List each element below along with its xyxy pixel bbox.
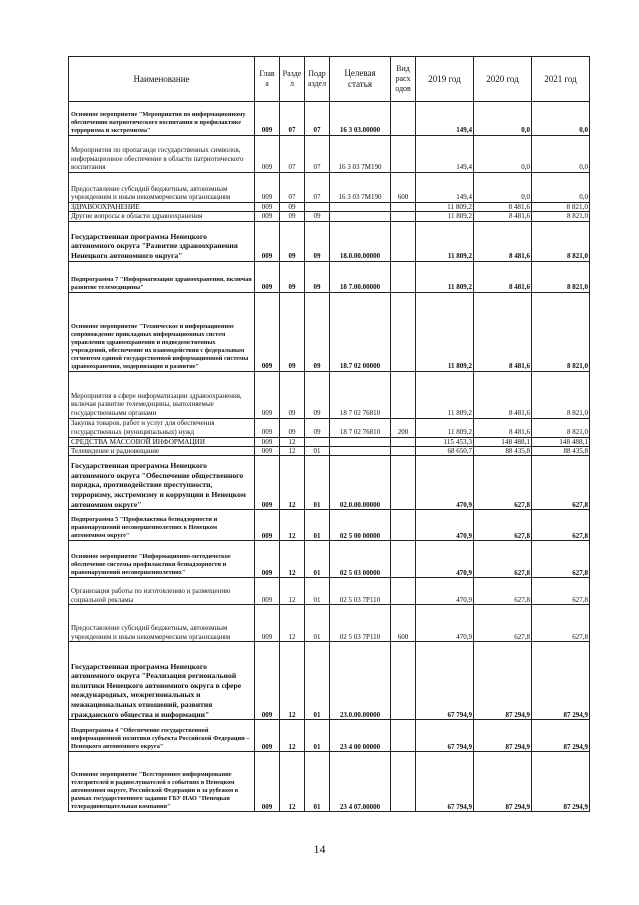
cell-name: Закупка товаров, работ и услуг для обеспечения государственных (муниципальных) нужд	[69, 418, 255, 437]
header-glava: Глав а	[255, 57, 280, 102]
cell-2020: 627,8	[474, 456, 532, 510]
cell-2019: 11 809,2	[416, 371, 474, 418]
cell-razdel: 09	[280, 261, 305, 292]
cell-target: 02 5 03 7Р110	[330, 605, 391, 642]
cell-name: Подпрограмма 7 "Информатизация здравоохранения, включая развитие телемедицины"	[69, 261, 255, 292]
table-header-row	[69, 57, 590, 102]
cell-vid	[391, 642, 416, 720]
cell-razdel: 07	[280, 136, 305, 173]
table-row	[69, 261, 590, 292]
cell-razdel: 07	[280, 102, 305, 136]
cell-vid	[391, 292, 416, 371]
cell-podrazdel: 01	[305, 605, 330, 642]
cell-razdel: 12	[280, 446, 305, 456]
cell-vid	[391, 578, 416, 605]
table-body	[69, 102, 590, 812]
cell-2020: 627,8	[474, 510, 532, 541]
cell-2020: 0,0	[474, 102, 532, 136]
header-vid: Вид расх одов	[391, 57, 416, 102]
table-row	[69, 456, 590, 510]
cell-target	[330, 203, 391, 212]
cell-2019: 11 809,2	[416, 292, 474, 371]
cell-target: 18 7 02 76810	[330, 371, 391, 418]
cell-target: 18 7.00.00000	[330, 261, 391, 292]
table-row	[69, 752, 590, 812]
cell-2020: 8 481,6	[474, 261, 532, 292]
cell-name: ЗДРАВООХРАНЕНИЕ	[69, 203, 255, 212]
cell-target	[330, 212, 391, 222]
cell-razdel: 12	[280, 605, 305, 642]
cell-razdel: 09	[280, 292, 305, 371]
table-row	[69, 541, 590, 578]
cell-2021: 8 821,0	[532, 203, 590, 212]
table-row	[69, 642, 590, 720]
cell-podrazdel: 01	[305, 446, 330, 456]
cell-2020: 148 488,1	[474, 437, 532, 446]
cell-podrazdel: 01	[305, 752, 330, 812]
cell-vid	[391, 102, 416, 136]
cell-glava: 009	[255, 510, 280, 541]
cell-2019: 11 809,2	[416, 418, 474, 437]
cell-2021: 627,8	[532, 541, 590, 578]
cell-target: 18.7 02 00000	[330, 292, 391, 371]
cell-name: Предоставление субсидий бюджетным, автономным учреждениям и иным некоммерческим организациям	[69, 605, 255, 642]
cell-glava: 009	[255, 642, 280, 720]
cell-vid	[391, 541, 416, 578]
cell-razdel: 12	[280, 541, 305, 578]
cell-podrazdel: 01	[305, 541, 330, 578]
cell-vid	[391, 261, 416, 292]
cell-razdel: 12	[280, 720, 305, 752]
cell-name: Мероприятия в сфере информатизации здравоохранения, включая развитие телемедицины, выполняемые государственными органами	[69, 371, 255, 418]
cell-2021: 8 821,0	[532, 261, 590, 292]
cell-name: СРЕДСТВА МАССОВОЙ ИНФОРМАЦИИ	[69, 437, 255, 446]
cell-glava: 009	[255, 437, 280, 446]
cell-name: Основное мероприятие "Всестороннее информирование телезрителей и радиослушателей о событиях в Ненецком автономном округе, Российской Федерации и за рубежом в рамках государственного задания ГБУ НАО "Ненецкая телерадиовещательная компания"	[69, 752, 255, 812]
cell-vid	[391, 446, 416, 456]
cell-glava: 009	[255, 418, 280, 437]
cell-glava: 009	[255, 456, 280, 510]
cell-name: Основное мероприятие "Техническое и информационное сопровождение прикладных информационных систем управления здравоохранения и подведомственных учреждений, обеспечение их взаимодействия с федеральным сегментом единой государственной информационной системы здравоохранения, модернизация и развитие"	[69, 292, 255, 371]
cell-glava: 009	[255, 752, 280, 812]
cell-podrazdel: 09	[305, 221, 330, 261]
cell-target	[330, 437, 391, 446]
cell-glava: 009	[255, 221, 280, 261]
cell-2020: 87 294,9	[474, 752, 532, 812]
cell-2021: 8 821,0	[532, 212, 590, 222]
cell-razdel: 12	[280, 510, 305, 541]
table-row	[69, 578, 590, 605]
cell-vid	[391, 136, 416, 173]
cell-podrazdel: 01	[305, 642, 330, 720]
cell-2019: 470,9	[416, 578, 474, 605]
cell-glava: 009	[255, 102, 280, 136]
cell-vid: 600	[391, 173, 416, 203]
cell-2020: 8 481,6	[474, 221, 532, 261]
cell-target: 16 3 03 7М190	[330, 173, 391, 203]
cell-2019: 149,4	[416, 136, 474, 173]
cell-vid	[391, 720, 416, 752]
cell-target: 02.0.00.00000	[330, 456, 391, 510]
cell-2021: 627,8	[532, 510, 590, 541]
cell-target: 23 4 07.00000	[330, 752, 391, 812]
cell-vid: 600	[391, 605, 416, 642]
cell-target: 16 3 03.00000	[330, 102, 391, 136]
cell-podrazdel: 01	[305, 578, 330, 605]
cell-glava: 009	[255, 203, 280, 212]
cell-2019: 11 809,2	[416, 221, 474, 261]
cell-name: Предоставление субсидий бюджетным, автономным учреждениям и иным некоммерческим организациям	[69, 173, 255, 203]
cell-2021: 8 821,0	[532, 292, 590, 371]
cell-vid	[391, 510, 416, 541]
header-target: Целевая статья	[330, 57, 391, 102]
cell-target: 02 5 03 7Р110	[330, 578, 391, 605]
cell-razdel: 12	[280, 578, 305, 605]
cell-vid	[391, 212, 416, 222]
cell-target: 23.0.00.00000	[330, 642, 391, 720]
cell-podrazdel: 09	[305, 371, 330, 418]
cell-glava: 009	[255, 173, 280, 203]
cell-razdel: 12	[280, 642, 305, 720]
cell-2019: 11 809,2	[416, 203, 474, 212]
cell-podrazdel: 07	[305, 102, 330, 136]
cell-2020: 87 294,9	[474, 720, 532, 752]
cell-2020: 8 481,6	[474, 418, 532, 437]
cell-razdel: 12	[280, 752, 305, 812]
cell-razdel: 09	[280, 212, 305, 222]
cell-2021: 87 294,9	[532, 642, 590, 720]
cell-2019: 149,4	[416, 102, 474, 136]
cell-2019: 470,9	[416, 510, 474, 541]
cell-target	[330, 446, 391, 456]
cell-podrazdel: 07	[305, 136, 330, 173]
cell-2021: 0,0	[532, 136, 590, 173]
cell-name: Телевидение и радиовещание	[69, 446, 255, 456]
budget-table-sheet	[68, 56, 589, 812]
cell-podrazdel: 09	[305, 212, 330, 222]
cell-2020: 88 435,8	[474, 446, 532, 456]
cell-2021: 87 294,9	[532, 752, 590, 812]
table-row	[69, 437, 590, 446]
cell-vid	[391, 203, 416, 212]
cell-name: Подпрограмма 5 "Профилактика безнадзорности и правонарушений несовершеннолетних в Ненецком автономном округе"	[69, 510, 255, 541]
cell-glava: 009	[255, 578, 280, 605]
cell-razdel: 09	[280, 371, 305, 418]
cell-glava: 009	[255, 212, 280, 222]
cell-2021: 8 821,0	[532, 371, 590, 418]
cell-name: Основное мероприятие "Мероприятия по информационному обеспечению патриотического воспитания и профилактике терроризма и экстремизма"	[69, 102, 255, 136]
table-row	[69, 371, 590, 418]
cell-2021: 8 821,0	[532, 418, 590, 437]
cell-name: Основное мероприятие "Информационно-методическое обеспечение системы профилактики безнадзорности и правонарушений несовершеннолетних"	[69, 541, 255, 578]
cell-podrazdel: 01	[305, 510, 330, 541]
table-row	[69, 418, 590, 437]
cell-2020: 0,0	[474, 136, 532, 173]
cell-2019: 470,9	[416, 456, 474, 510]
cell-2020: 627,8	[474, 578, 532, 605]
table-row	[69, 203, 590, 212]
table-row	[69, 212, 590, 222]
cell-target: 02 5 00 00000	[330, 510, 391, 541]
cell-glava: 009	[255, 292, 280, 371]
cell-2019: 11 809,2	[416, 261, 474, 292]
cell-vid	[391, 371, 416, 418]
cell-target: 16 3 03 7М190	[330, 136, 391, 173]
cell-podrazdel: 09	[305, 292, 330, 371]
cell-2020: 87 294,9	[474, 642, 532, 720]
cell-2019: 11 809,2	[416, 212, 474, 222]
table-row	[69, 102, 590, 136]
cell-glava: 009	[255, 136, 280, 173]
cell-razdel: 12	[280, 456, 305, 510]
cell-2020: 627,8	[474, 541, 532, 578]
cell-2021: 0,0	[532, 102, 590, 136]
cell-glava: 009	[255, 371, 280, 418]
cell-glava: 009	[255, 720, 280, 752]
cell-razdel: 12	[280, 437, 305, 446]
table-row	[69, 221, 590, 261]
cell-2021: 627,8	[532, 456, 590, 510]
cell-2021: 87 294,9	[532, 720, 590, 752]
cell-name: Другие вопросы в области здравоохранения	[69, 212, 255, 222]
cell-2019: 67 794,9	[416, 752, 474, 812]
table-row	[69, 510, 590, 541]
table-row	[69, 446, 590, 456]
header-2020: 2020 год	[474, 57, 532, 102]
cell-2020: 8 481,6	[474, 212, 532, 222]
cell-2020: 0,0	[474, 173, 532, 203]
cell-glava: 009	[255, 541, 280, 578]
cell-razdel: 09	[280, 203, 305, 212]
cell-name: Мероприятия по пропаганде государственных символов, информационное обеспечение в области патриотического воспитания	[69, 136, 255, 173]
cell-2019: 470,9	[416, 605, 474, 642]
cell-target: 18 7 02 76810	[330, 418, 391, 437]
header-razdel: Разде л	[280, 57, 305, 102]
cell-vid	[391, 221, 416, 261]
budget-table	[68, 56, 590, 812]
cell-vid	[391, 752, 416, 812]
table-row	[69, 605, 590, 642]
cell-2020: 627,8	[474, 605, 532, 642]
cell-glava: 009	[255, 446, 280, 456]
table-row	[69, 173, 590, 203]
cell-vid	[391, 437, 416, 446]
cell-2021: 8 821,0	[532, 221, 590, 261]
header-name: Наименование	[69, 57, 255, 102]
cell-2019: 67 794,9	[416, 720, 474, 752]
cell-2019: 149,4	[416, 173, 474, 203]
table-row	[69, 136, 590, 173]
cell-2020: 8 481,6	[474, 292, 532, 371]
cell-podrazdel: 09	[305, 261, 330, 292]
cell-target: 23 4 00 00000	[330, 720, 391, 752]
cell-2021: 627,8	[532, 605, 590, 642]
cell-podrazdel: 09	[305, 418, 330, 437]
cell-2021: 0,0	[532, 173, 590, 203]
header-2021: 2021 год	[532, 57, 590, 102]
cell-name: Подпрограмма 4 "Обеспечение государственной информационной политики субъекта Российской Федерации – Ненецкого автономного округа"	[69, 720, 255, 752]
cell-podrazdel	[305, 203, 330, 212]
cell-2021: 148 488,1	[532, 437, 590, 446]
cell-2019: 67 794,9	[416, 642, 474, 720]
cell-2019: 115 453,3	[416, 437, 474, 446]
page-number: 14	[313, 842, 326, 856]
cell-razdel: 09	[280, 418, 305, 437]
cell-2020: 8 481,6	[474, 371, 532, 418]
cell-podrazdel	[305, 437, 330, 446]
cell-name: Государственная программа Ненецкого автономного округа "Развитие здравоохранения Ненецкого автономного округа"	[69, 221, 255, 261]
cell-razdel: 09	[280, 221, 305, 261]
cell-2021: 627,8	[532, 578, 590, 605]
header-2019: 2019 год	[416, 57, 474, 102]
cell-glava: 009	[255, 605, 280, 642]
cell-podrazdel: 01	[305, 720, 330, 752]
cell-vid	[391, 456, 416, 510]
cell-vid: 200	[391, 418, 416, 437]
cell-name: Государственная программа Ненецкого автономного округа "Обеспечение общественного порядка, противодействие преступности, терроризму, экстремизму и коррупции в Ненецком автономном округе"	[69, 456, 255, 510]
table-row	[69, 292, 590, 371]
cell-2020: 8 481,6	[474, 203, 532, 212]
header-podrazdel: Подр аздел	[305, 57, 330, 102]
cell-target: 18.0.00.00000	[330, 221, 391, 261]
table-row	[69, 720, 590, 752]
cell-2019: 68 650,7	[416, 446, 474, 456]
cell-podrazdel: 01	[305, 456, 330, 510]
cell-razdel: 07	[280, 173, 305, 203]
cell-name: Организация работы по изготовлению и размещению социальной рекламы	[69, 578, 255, 605]
cell-2019: 470,9	[416, 541, 474, 578]
cell-podrazdel: 07	[305, 173, 330, 203]
cell-2021: 88 435,8	[532, 446, 590, 456]
cell-glava: 009	[255, 261, 280, 292]
cell-name: Государственная программа Ненецкого автономного округа "Реализация региональной политики Ненецкого автономного округа в сфере международных, межрегиональных и межнациональных отношений, развития гражданского общества и информации"	[69, 642, 255, 720]
cell-target: 02 5 03 00000	[330, 541, 391, 578]
